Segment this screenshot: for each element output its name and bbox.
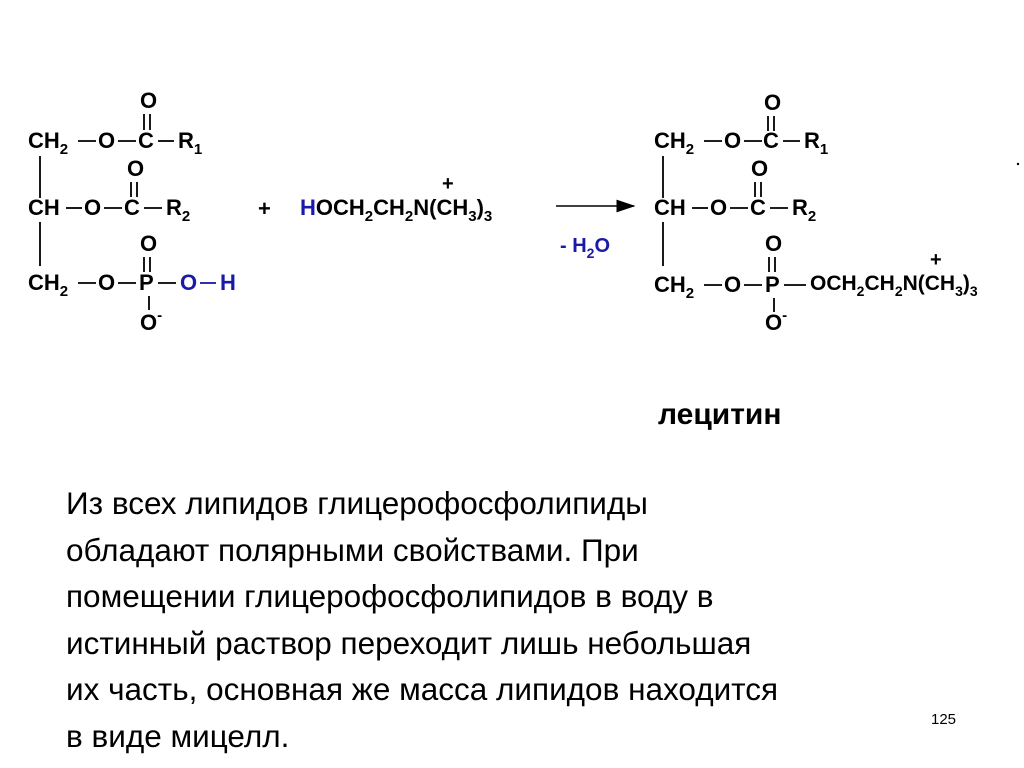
choline-formula: $HOCH_2CH_2N(CH_3)_3$: [300, 195, 493, 225]
reactant-choline: [300, 173, 492, 225]
p2-carbon: C: [750, 195, 766, 220]
r1-ch2: $CH_2$: [28, 128, 69, 158]
r3-hydroxyl-h: H: [220, 270, 236, 295]
p2-carbonyl-o: O: [751, 156, 769, 181]
p1-ester-o: O: [724, 128, 742, 153]
plus-sign: +: [258, 196, 271, 221]
p2-radical: $R_2$: [792, 195, 817, 225]
page-number: 125: [931, 711, 957, 728]
reactant-phosphatidic-acid: [28, 88, 236, 335]
r3-phosphate-anion-o: O-: [140, 307, 163, 335]
p2-ester-o: O: [710, 195, 728, 220]
r3-ch2: $CH_2$: [28, 270, 69, 300]
stray-dot: [1017, 163, 1019, 165]
r2-radical: $R_2$: [166, 195, 191, 225]
r2-ch: CH: [28, 195, 60, 220]
r3-ester-o: O: [98, 270, 116, 295]
r1-carbon: C: [138, 128, 154, 153]
p1-radical: $R_1$: [804, 128, 829, 158]
p3-choline-substituent: $OCH_2CH_2N(CH_3)_3$: [810, 272, 978, 299]
p3-choline-charge: +: [930, 249, 942, 271]
product-name: лецитин: [658, 398, 782, 431]
r2-carbonyl-o: O: [127, 156, 145, 181]
p3-phosphate-anion-o: O-: [765, 307, 788, 335]
p3-phosphoryl-o: O: [765, 231, 783, 256]
p3-phosphorus: P: [765, 272, 780, 297]
product-lecithin: [654, 90, 978, 335]
r3-hydroxyl-o: O: [180, 270, 198, 295]
r1-radical: $R_1$: [178, 128, 203, 158]
body-paragraph: Из всех липидов глицерофосфолипиды обладают полярными свойствами. При помещении глицерофосфолипидов в воду в истинный раствор переходит лишь небольшая их часть, основная же масса липидов находится в виде мицелл.: [66, 485, 779, 754]
r1-carbonyl-o: O: [140, 88, 158, 113]
r3-phosphorus: P: [139, 270, 154, 295]
reaction-condition: - $H_2O$: [560, 235, 611, 261]
p1-carbonyl-o: O: [764, 90, 782, 115]
r2-carbon: C: [124, 195, 140, 220]
choline-charge: +: [442, 173, 454, 195]
p3-ch2: $CH_2$: [654, 272, 695, 302]
p3-ester-o: O: [724, 272, 742, 297]
p1-ch2: $CH_2$: [654, 128, 695, 158]
r1-ester-o: O: [98, 128, 116, 153]
reaction-scheme: [0, 0, 1024, 360]
r3-phosphoryl-o: O: [140, 231, 158, 256]
r2-ester-o: O: [84, 195, 102, 220]
p2-ch: CH: [654, 195, 686, 220]
p1-carbon: C: [763, 128, 779, 153]
